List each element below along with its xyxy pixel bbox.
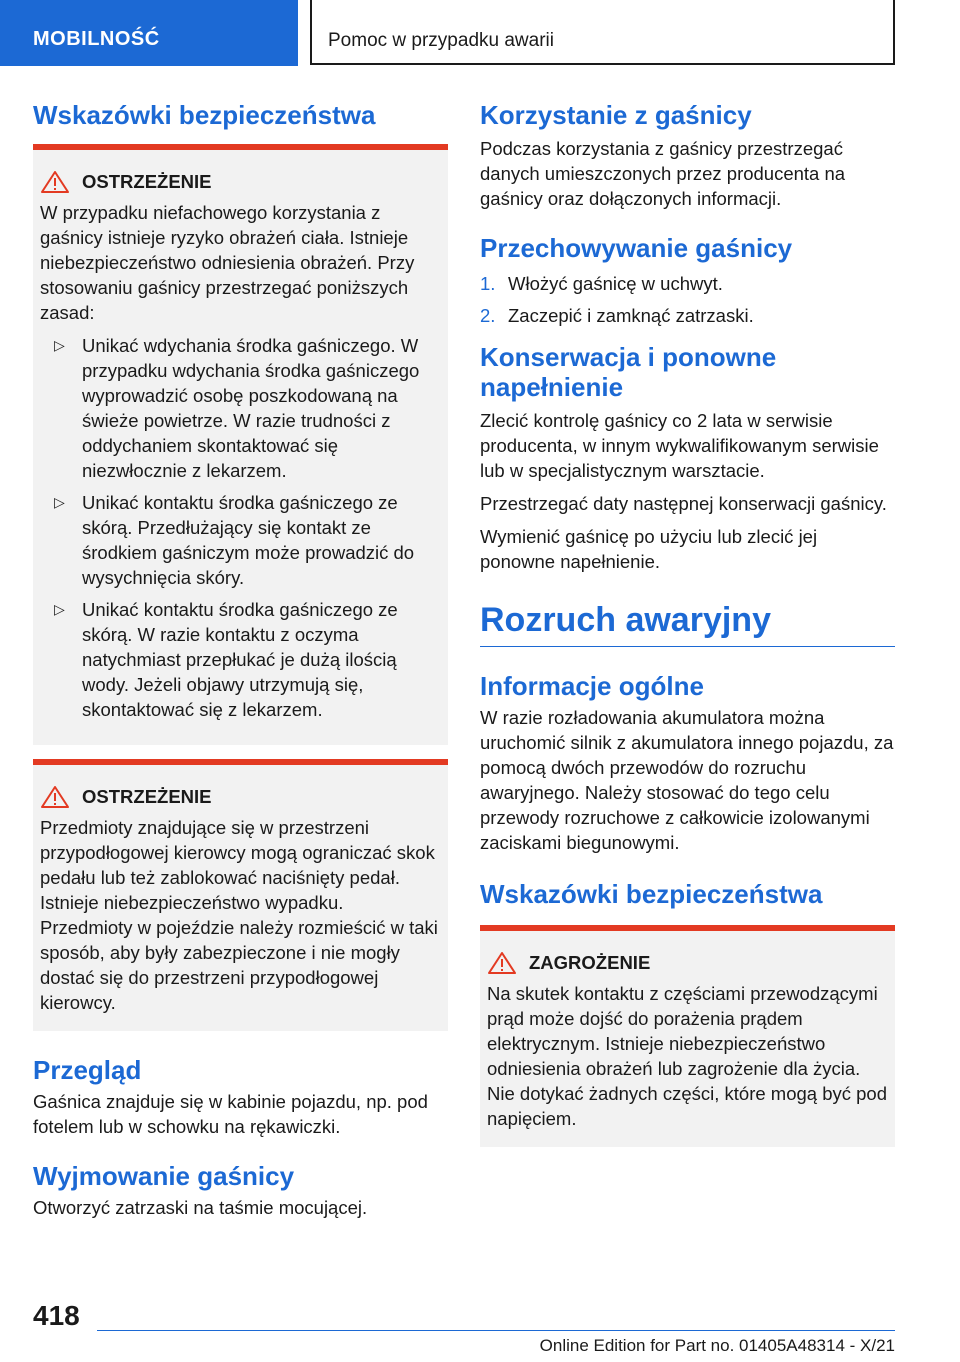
warning-intro: W przypadku niefachowego korzystania z gaśnicy istnieje ryzyko obrażeń ciała. Istnieje niebezpieczeństwo odniesienia obrażeń. Przy stosowaniu gaśnicy przestrzegać poniższych zasad: <box>40 202 415 323</box>
storage-heading: Przechowywanie gaśnicy <box>480 233 793 263</box>
triangle-bullet-icon: ▷ <box>54 494 65 510</box>
maintenance-text-3: Wymienić gaśnicę po użyciu lub zlecić jej ponowne napełnienie. <box>480 526 818 572</box>
triangle-bullet-icon: ▷ <box>54 337 65 353</box>
chapter-title: Pomoc w przypadku awarii <box>310 0 895 65</box>
warning-box-footwell <box>33 759 448 1031</box>
list-item: ▷ Unikać wdychania środka gaśniczego. W przypadku wdychania środka gaśniczego wyprowadzić osobę poszkodowaną na świeże powietrze. W razie trudności z oddychaniem skontaktować się niezwłocznie z lekarzem. <box>54 335 420 481</box>
triangle-bullet-icon: ▷ <box>54 601 65 617</box>
right-column <box>480 100 895 1147</box>
safety-heading: Wskazówki bezpieczeństwa <box>33 100 376 130</box>
removal-heading: Wyjmowanie gaśnicy <box>33 1161 295 1191</box>
maintenance-text-2: Przestrzegać daty następnej konserwacji gaśnicy. <box>480 493 887 514</box>
warning-title <box>40 170 440 194</box>
list-item: ▷ Unikać kontaktu środka gaśniczego ze skórą. Przedłużający się kontakt ze środkiem gaśniczym może prowadzić do wysychnięcia skóry. <box>54 492 415 588</box>
jumpstart-heading: Rozruch awaryjny <box>480 601 771 639</box>
left-column <box>33 100 448 1220</box>
warning-label: OSTRZEŻENIE <box>82 171 212 192</box>
general-info-heading: Informacje ogólne <box>480 671 704 701</box>
danger-box <box>480 925 895 1147</box>
usage-text: Podczas korzystania z gaśnicy przestrzegać danych umieszczonych przez producenta na gaśnicy oraz dołączonych informacji. <box>480 138 846 209</box>
danger-text: Na skutek kontaktu z częściami przewodzącymi prąd może dojść do porażenia prądem elektrycznym. Istnieje niebezpieczeństwo odniesienia obrażeń lub zagrożenie dla życia. Nie dotykać żadnych części, które mogą być pod napięciem. <box>487 983 887 1129</box>
danger-title <box>487 951 887 975</box>
storage-steps <box>480 271 895 328</box>
safety-heading-2: Wskazówki bezpieczeństwa <box>480 879 823 909</box>
maintenance-heading: Konserwacja i ponowne napełnienie <box>480 342 777 402</box>
warning-box-extinguisher <box>33 144 448 745</box>
edition-note: Online Edition for Part no. 01405A48314 - X/21 <box>539 1336 895 1355</box>
page-number: 418 <box>33 1300 80 1331</box>
warning-triangle-icon <box>40 170 70 194</box>
general-info-text: W razie rozładowania akumulatora można uruchomić silnik z akumulatora innego pojazdu, za pomocą dwóch przewodów do rozruchu awaryjnego. Należy stosować do tego celu przewody rozruchowe z całkowicie izolowanymi zaciskami biegunowymi. <box>480 707 894 853</box>
overview-heading: Przegląd <box>33 1055 142 1085</box>
maintenance-text-1: Zlecić kontrolę gaśnicy co 2 lata w serwisie producenta, w innym wykwalifikowanym serwisie lub w specjalistycznym warsztacie. <box>480 410 879 481</box>
section-tab: MOBILNOŚĆ <box>0 0 298 66</box>
danger-label: ZAGROŻENIE <box>529 952 651 973</box>
list-item: 2. Zaczepić i zamknąć zatrzaski. <box>480 305 754 326</box>
jumpstart-heading-block <box>480 600 895 647</box>
list-item: ▷ Unikać kontaktu środka gaśniczego ze skórą. W razie kontaktu z oczyma natychmiast przepłukać je dużą ilością wody. Jeżeli objawy utrzymują się, skontaktować się z lekarzem. <box>54 599 398 720</box>
page-header <box>0 0 960 66</box>
usage-heading: Korzystanie z gaśnicy <box>480 100 752 130</box>
list-item: 1. Włożyć gaśnicę w uchwyt. <box>480 273 723 294</box>
warning-title <box>40 785 440 809</box>
warning-text: Przedmioty znajdujące się w przestrzeni przypodłogowej kierowcy mogą ograniczać skok pedału lub też zablokować naciśnięty pedał. Istnieje niebezpieczeństwo wypadku. Przedmioty w pojeździe należy rozmieścić w taki sposób, aby były zabezpieczone i nie mogły dostać się do przestrzeni przypodłogowej kierowcy. <box>40 817 438 1013</box>
overview-text: Gaśnica znajduje się w kabinie pojazdu, np. pod fotelem lub w schowku na rękawiczki. <box>33 1091 428 1137</box>
footer-divider <box>97 1330 895 1331</box>
warning-triangle-icon <box>487 951 517 975</box>
warning-label: OSTRZEŻENIE <box>82 786 212 807</box>
removal-text: Otworzyć zatrzaski na taśmie mocującej. <box>33 1197 368 1218</box>
warning-bullet-list <box>40 333 440 722</box>
warning-triangle-icon <box>40 785 70 809</box>
